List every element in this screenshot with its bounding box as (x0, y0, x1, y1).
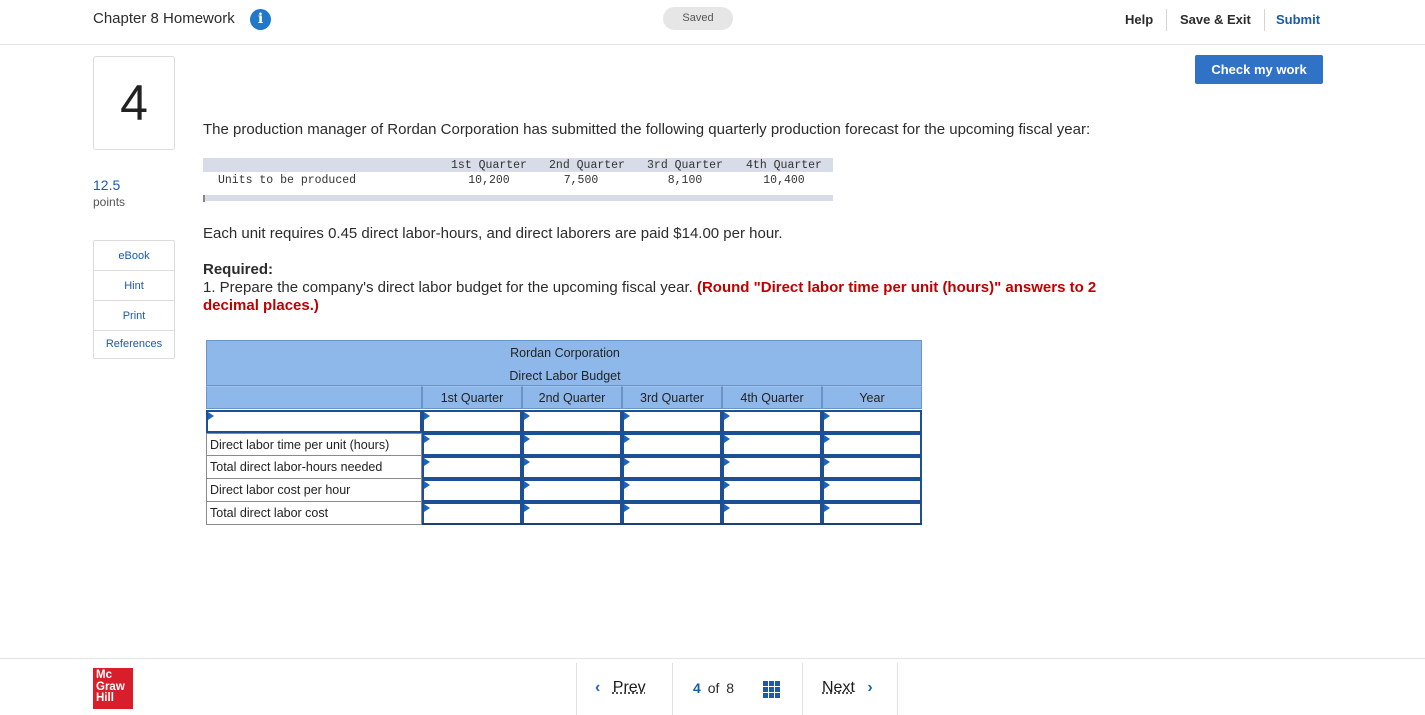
input-marker-icon (824, 435, 830, 443)
forecast-header-q2: 2nd Quarter (549, 159, 625, 172)
budget-input-r3-q1[interactable] (422, 479, 522, 502)
forecast-footer-band (203, 195, 833, 201)
grid-icon[interactable] (763, 681, 780, 698)
input-marker-icon (624, 458, 630, 466)
header-divider (1264, 9, 1265, 31)
of-label: of (707, 680, 720, 696)
input-marker-icon (724, 412, 730, 420)
forecast-value-q4: 10,400 (763, 174, 805, 187)
points-label: points (93, 195, 126, 209)
forecast-row-label: Units to be produced (218, 174, 357, 187)
input-marker-icon (208, 412, 214, 420)
info-icon[interactable]: i (250, 9, 271, 30)
prev-label: Prev (612, 679, 646, 696)
help-link[interactable]: Help (1125, 12, 1154, 27)
input-marker-icon (724, 435, 730, 443)
labor-info-text: Each unit requires 0.45 direct labor-hours, and direct laborers are paid $14.00 per hour. (203, 225, 783, 242)
next-label: Next (822, 679, 855, 696)
input-marker-icon (824, 481, 830, 489)
budget-title: Direct Labor Budget (509, 369, 621, 383)
budget-col-q1: 1st Quarter (422, 386, 522, 409)
budget-input-r4-q1[interactable] (422, 502, 522, 525)
pager-divider (802, 663, 803, 715)
print-link[interactable]: Print (94, 301, 174, 331)
budget-input-r3-q2[interactable] (522, 479, 622, 502)
input-marker-icon (624, 504, 630, 512)
budget-input-r3-year[interactable] (822, 479, 922, 502)
assignment-title: Chapter 8 Homework (93, 10, 235, 27)
input-marker-icon (624, 481, 630, 489)
budget-input-r4-q4[interactable] (722, 502, 822, 525)
input-marker-icon (424, 458, 430, 466)
budget-input-r0-q3[interactable] (622, 410, 722, 433)
required-text (203, 279, 1143, 315)
references-link[interactable]: References (105, 338, 163, 350)
budget-input-r1-q2[interactable] (522, 433, 622, 456)
input-marker-icon (524, 435, 530, 443)
input-marker-icon (724, 504, 730, 512)
budget-input-r2-q1[interactable] (422, 456, 522, 479)
budget-input-r3-q4[interactable] (722, 479, 822, 502)
input-marker-icon (624, 435, 630, 443)
budget-col-q4: 4th Quarter (722, 386, 822, 409)
budget-input-r0-q1[interactable] (422, 410, 522, 433)
resource-menu (93, 240, 175, 359)
forecast-value-q2: 7,500 (563, 174, 599, 187)
next-button[interactable] (822, 679, 873, 697)
mcgraw-hill-logo (93, 668, 133, 709)
top-header (0, 0, 1425, 45)
budget-row-label: Direct labor time per unit (hours) (206, 433, 422, 456)
prev-button[interactable] (595, 679, 646, 697)
logo-line: Hill (96, 692, 114, 704)
input-marker-icon (424, 504, 430, 512)
budget-company-name: Rordan Corporation (510, 346, 620, 360)
chevron-right-icon: › (867, 679, 873, 696)
save-exit-link[interactable]: Save & Exit (1180, 12, 1251, 27)
input-marker-icon (724, 458, 730, 466)
budget-title-band (206, 340, 922, 386)
budget-input-r1-q3[interactable] (622, 433, 722, 456)
forecast-header-q4: 4th Quarter (746, 159, 822, 172)
forecast-header-q3: 3rd Quarter (647, 159, 723, 172)
budget-input-r2-q4[interactable] (722, 456, 822, 479)
input-marker-icon (824, 504, 830, 512)
budget-input-r4-q3[interactable] (622, 502, 722, 525)
page-indicator[interactable] (693, 680, 734, 696)
budget-input-r3-q3[interactable] (622, 479, 722, 502)
header-divider (1166, 9, 1167, 31)
input-marker-icon (424, 481, 430, 489)
forecast-corner-mark (203, 195, 205, 202)
input-marker-icon (524, 504, 530, 512)
total-pages: 8 (726, 680, 735, 696)
input-marker-icon (424, 412, 430, 420)
points-value: 12.5 (93, 177, 121, 193)
submit-link[interactable]: Submit (1276, 12, 1321, 27)
input-marker-icon (524, 458, 530, 466)
budget-input-r0-q4[interactable] (722, 410, 822, 433)
input-marker-icon (824, 412, 830, 420)
budget-row-label: Total direct labor cost (206, 502, 422, 525)
check-my-work-button[interactable]: Check my work (1195, 55, 1323, 84)
budget-header-blank (206, 386, 422, 409)
input-marker-icon (624, 412, 630, 420)
budget-input-r0-q2[interactable] (522, 410, 622, 433)
budget-row-label-input[interactable] (206, 410, 422, 433)
question-intro: The production manager of Rordan Corporation has submitted the following quarterly production forecast for the upcoming fiscal year: (203, 121, 1091, 138)
current-page: 4 (693, 680, 701, 696)
saved-status-badge: Saved (663, 7, 733, 30)
input-marker-icon (424, 435, 430, 443)
forecast-table (203, 158, 833, 202)
pager-divider (672, 663, 673, 715)
budget-input-r1-q1[interactable] (422, 433, 522, 456)
budget-input-r4-q2[interactable] (522, 502, 622, 525)
input-marker-icon (724, 481, 730, 489)
budget-col-q3: 3rd Quarter (622, 386, 722, 409)
budget-input-r2-year[interactable] (822, 456, 922, 479)
logo-line: Mc (96, 669, 112, 681)
direct-labor-budget-table (206, 340, 922, 525)
budget-input-r1-q4[interactable] (722, 433, 822, 456)
budget-col-q2: 2nd Quarter (522, 386, 622, 409)
chevron-left-icon: ‹ (595, 679, 601, 696)
ebook-link[interactable]: eBook (94, 241, 174, 271)
budget-col-year: Year (822, 386, 922, 409)
required-instruction: 1. Prepare the company's direct labor budget for the upcoming fiscal year. (203, 279, 693, 296)
required-heading: Required: (203, 261, 274, 278)
logo-line: Graw (96, 680, 125, 693)
budget-input-r2-q2[interactable] (522, 456, 622, 479)
budget-input-r4-year[interactable] (822, 502, 922, 525)
rounding-note: (Round "Direct labor time per unit (hours)" answers to 2 decimal places.) (203, 279, 1097, 314)
total-underline (422, 523, 922, 525)
budget-input-r0-year[interactable] (822, 410, 922, 433)
forecast-value-q3: 8,100 (667, 174, 703, 187)
hint-link[interactable]: Hint (94, 271, 174, 301)
budget-row-label: Total direct labor-hours needed (206, 456, 422, 479)
forecast-header-q1: 1st Quarter (451, 159, 527, 172)
forecast-value-q1: 10,200 (468, 174, 510, 187)
budget-input-r1-year[interactable] (822, 433, 922, 456)
budget-input-r2-q3[interactable] (622, 456, 722, 479)
budget-row-label: Direct labor cost per hour (206, 479, 422, 502)
input-marker-icon (824, 458, 830, 466)
input-marker-icon (524, 412, 530, 420)
input-marker-icon (524, 481, 530, 489)
question-number: 4 (93, 56, 175, 150)
